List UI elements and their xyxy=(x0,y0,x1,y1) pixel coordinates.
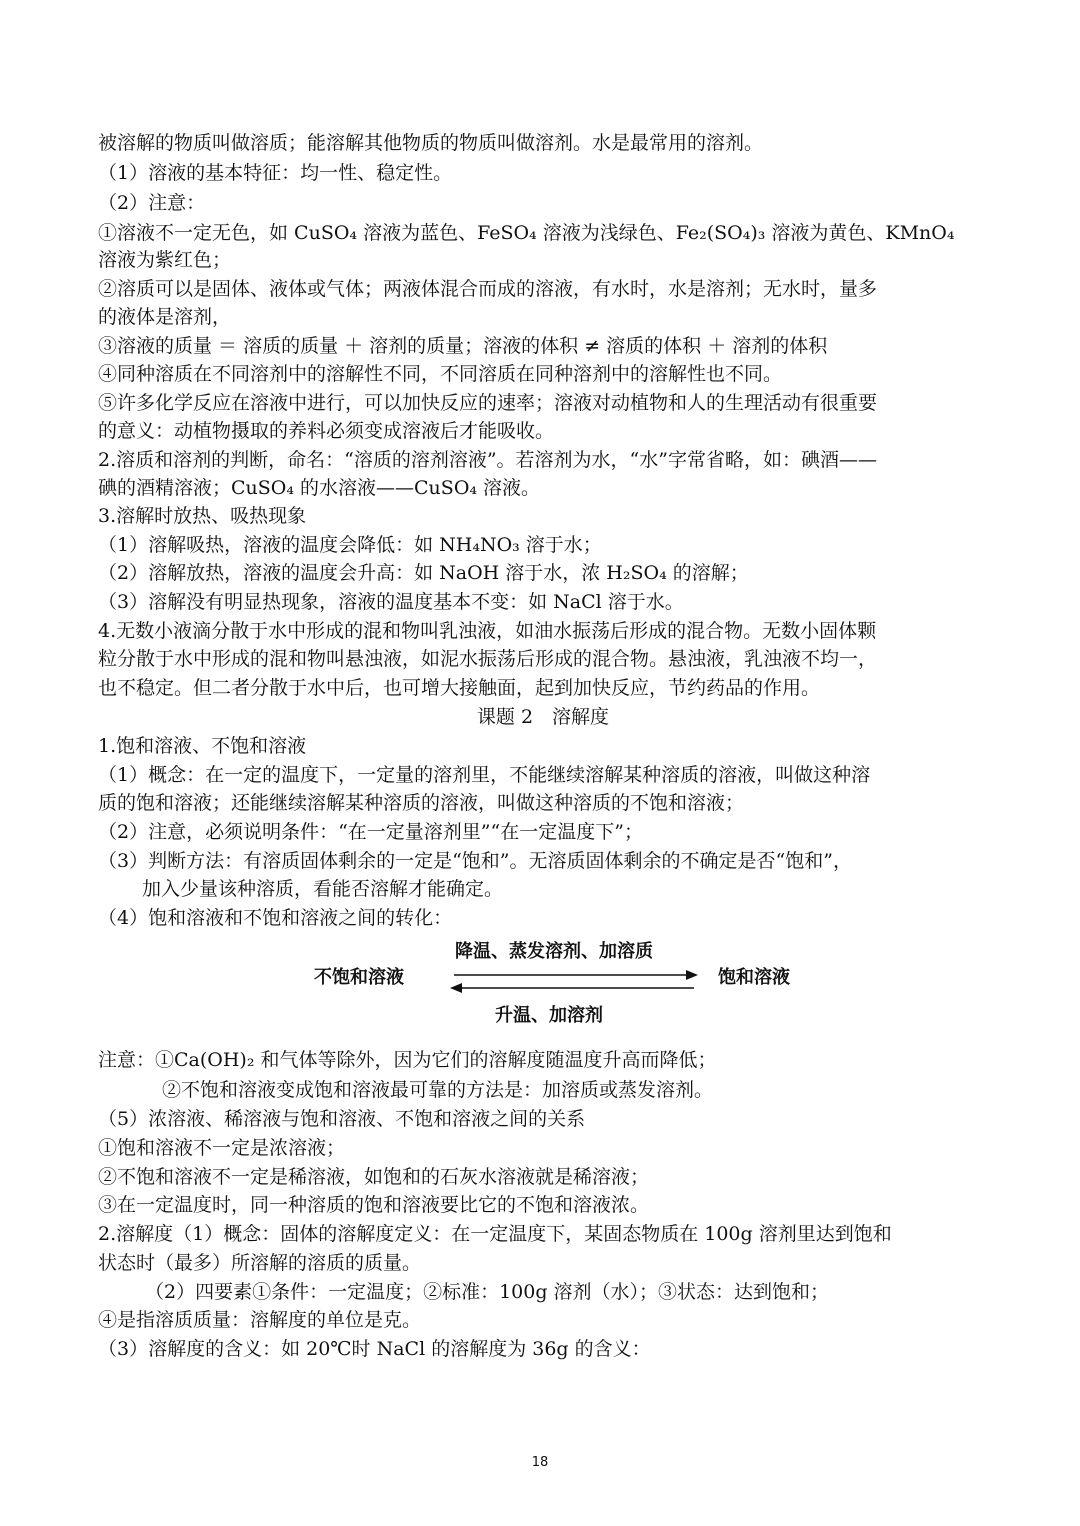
text-line: （3）溶解没有明显热现象，溶液的温度基本不变：如 NaCl 溶于水。 xyxy=(98,591,684,613)
text-line: ④同种溶质在不同溶剂中的溶解性不同，不同溶质在同种溶剂中的溶解性也不同。 xyxy=(98,363,783,385)
text-line: ①溶液不一定无色，如 CuSO₄ 溶液为蓝色、FeSO₄ 溶液为浅绿色、Fe₂(SO₄)₃ 溶液为黄色、KMnO₄ xyxy=(98,222,955,244)
text-line: （3）溶解度的含义：如 20℃时 NaCl 的溶解度为 36g 的含义： xyxy=(98,1338,651,1360)
text-line: 粒分散于水中形成的混和物叫悬浊液，如泥水振荡后形成的混合物。悬浊液，乳浊液不均一， xyxy=(98,648,878,670)
text-line: ③在一定温度时，同一种溶质的饱和溶液要比它的不饱和溶液浓。 xyxy=(98,1194,650,1216)
forward-arrowhead xyxy=(686,970,698,980)
text-line: 2.溶质和溶剂的判断，命名：“溶质的溶剂溶液”。若溶剂为水，“水”字常省略，如：碘酒—— xyxy=(98,449,877,471)
text-line: 质的饱和溶液；还能继续溶解某种溶质的溶液，叫做这种溶质的不饱和溶液； xyxy=(98,792,745,814)
section-heading: 3.溶解时放热、吸热现象 xyxy=(98,505,307,527)
text-line: （3）判断方法：有溶质固体剩余的一定是“饱和”。无溶质固体剩余的不确定是否“饱和”， xyxy=(98,850,852,872)
text-line: ②不饱和溶液变成饱和溶液最可靠的方法是：加溶质或蒸发溶剂。 xyxy=(162,1079,714,1101)
text-line: （5）浓溶液、稀溶液与饱和溶液、不饱和溶液之间的关系 xyxy=(98,1108,586,1130)
text-line: 被溶解的物质叫做溶质；能溶解其他物质的物质叫做溶剂。水是最常用的溶剂。 xyxy=(98,132,764,154)
conversion-arrows xyxy=(440,966,710,996)
conversion-diagram xyxy=(0,930,1080,1030)
page-number: 18 xyxy=(531,1455,549,1470)
section-heading: 1.饱和溶液、不饱和溶液 xyxy=(98,735,307,757)
text-line: （1）溶液的基本特征：均一性、稳定性。 xyxy=(98,162,453,184)
backward-arrowhead xyxy=(450,983,462,993)
text-line: （4）饱和溶液和不饱和溶液之间的转化： xyxy=(98,907,453,929)
text-line: （2）四要素①条件：一定温度；②标准：100g 溶剂（水）；③状态：达到饱和； xyxy=(145,1281,830,1303)
text-line: （2）注意，必须说明条件：“在一定量溶剂里”“在一定温度下”； xyxy=(98,821,643,843)
text-line: （2）溶解放热，溶液的温度会升高：如 NaOH 溶于水，浓 H₂SO₄ 的溶解； xyxy=(98,562,749,584)
text-line: ③溶液的质量 ＝ 溶质的质量 ＋ 溶剂的质量；溶液的体积 ≠ 溶质的体积 ＋ 溶剂的体积 xyxy=(98,335,828,357)
text-line: 碘的酒精溶液；CuSO₄ 的水溶液——CuSO₄ 溶液。 xyxy=(98,477,541,499)
text-line: 注意：①Ca(OH)₂ 和气体等除外，因为它们的溶解度随温度升高而降低； xyxy=(98,1049,717,1071)
text-line: 状态时（最多）所溶解的溶质的质量。 xyxy=(98,1252,422,1274)
diagram-bottom-label: 升温、加溶剂 xyxy=(495,1005,603,1026)
text-line: ②溶质可以是固体、液体或气体；两液体混合而成的溶液，有水时，水是溶剂；无水时，量多 xyxy=(98,278,878,300)
chapter-title: 课题 2 溶解度 xyxy=(476,706,610,728)
text-line: ①饱和溶液不一定是浓溶液； xyxy=(98,1137,346,1159)
text-line: 的意义：动植物摄取的养料必须变成溶液后才能吸收。 xyxy=(98,420,555,442)
text-line: （2）注意： xyxy=(98,192,206,214)
diagram-left-label: 不饱和溶液 xyxy=(314,967,404,988)
diagram-right-label: 饱和溶液 xyxy=(718,967,790,988)
text-line: ②不饱和溶液不一定是稀溶液，如饱和的石灰水溶液就是稀溶液； xyxy=(98,1166,650,1188)
text-line: 加入少量该种溶质，看能否溶解才能确定。 xyxy=(142,878,504,900)
text-line: 的液体是溶剂， xyxy=(98,306,232,328)
text-line: ⑤许多化学反应在溶液中进行，可以加快反应的速率；溶液对动植物和人的生理活动有很重要 xyxy=(98,392,878,414)
text-line: 溶液为紫红色； xyxy=(98,249,232,271)
text-line: 4.无数小液滴分散于水中形成的混和物叫乳浊液，如油水振荡后形成的混合物。无数小固体颗 xyxy=(98,620,877,642)
text-line: （1）溶解吸热，溶液的温度会降低：如 NH₄NO₃ 溶于水； xyxy=(98,534,602,556)
text-line: ④是指溶质质量：溶解度的单位是克。 xyxy=(98,1309,422,1331)
text-line: （1）概念：在一定的温度下，一定量的溶剂里，不能继续溶解某种溶质的溶液，叫做这种溶 xyxy=(98,764,871,786)
text-line: 也不稳定。但二者分散于水中后，也可增大接触面，起到加快反应，节约药品的作用。 xyxy=(98,677,821,699)
diagram-top-label: 降温、蒸发溶剂、加溶质 xyxy=(455,941,653,962)
text-line: 2.溶解度（1）概念：固体的溶解度定义：在一定温度下，某固态物质在 100g 溶剂里达到饱和 xyxy=(98,1223,892,1245)
